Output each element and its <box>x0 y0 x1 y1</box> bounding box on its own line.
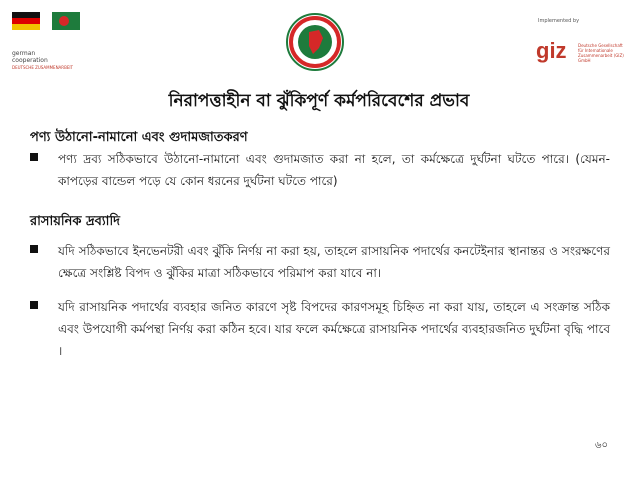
square-bullet-icon <box>30 153 38 161</box>
german-cooperation-logo <box>12 12 82 70</box>
german-cooperation-text <box>12 50 73 71</box>
bullet-item-chemical-hazards <box>30 296 610 362</box>
giz-desc-line3: Zusammenarbeit (GIZ) GmbH <box>578 53 624 63</box>
giz-desc-line2: für Internationale <box>578 48 613 53</box>
bullet-text: যদি রাসায়নিক পদার্থের ব্যবহার জনিত কারণে সৃষ্ট বিপদের কারণসমূহ চিহ্নিত না করা যায়, তাহলে এ সংক্রান্ত সঠিক এবং উপযোগী কর্মপন্থা নির্ণয় করা কঠিন হবে। যার ফলে কর্মক্ষেত্রে রাসায়নিক পদার্থের ব্যবহারজনিত দুর্ঘটনা বৃদ্ধি পাবে । <box>58 300 610 358</box>
header <box>0 0 638 80</box>
logo-line-cooperation: cooperation <box>12 57 48 64</box>
implemented-by-label: Implemented by <box>538 18 580 24</box>
bullet-text: পণ্য দ্রব্য সঠিকভাবে উঠানো-নামানো এবং গুদামজাত করা না হলে, তা কর্মক্ষেত্রে দুর্ঘটনা ঘটতে পারে। (যেমন- কাপড়ের বান্ডেল পড়ে যে কোন ধরনের দুর্ঘটনা ঘটতে পারে) <box>58 152 610 188</box>
giz-desc-line1: Deutsche Gesellschaft <box>578 43 623 48</box>
giz-wordmark: giz <box>536 38 567 63</box>
government-seal-icon <box>285 12 345 72</box>
giz-description <box>578 43 624 63</box>
bullet-item-goods-handling <box>30 148 610 192</box>
flags-icon <box>12 12 82 36</box>
giz-logo <box>526 12 626 72</box>
section-heading-chemicals: রাসায়নিক দ্রব্যাদি <box>30 214 120 229</box>
page-title: নিরাপত্তাহীন বা ঝুঁকিপূর্ণ কর্মপরিবেশের প্রভাব <box>168 91 470 111</box>
bullet-item-chemical-inventory <box>30 240 610 284</box>
bullet-text: যদি সঠিকভাবে ইনভেনটরী এবং ঝুঁকি নির্ণয় না করা হয়, তাহলে রাসায়নিক পদার্থের কনটেইনার স্থানান্তর ও সংরক্ষণের ক্ষেত্রে সংশ্লিষ্ট বিপদ ও ঝুঁকির মাত্রা সঠিকভাবে পরিমাপ করা যাবে না। <box>58 244 610 280</box>
logo-line-sub: DEUTSCHE ZUSAMMENARBEIT <box>12 65 73 70</box>
section-heading-goods-handling: পণ্য উঠানো-নামানো এবং গুদামজাতকরণ <box>30 130 248 145</box>
logo-line-german: german <box>12 50 36 57</box>
square-bullet-icon <box>30 301 38 309</box>
square-bullet-icon <box>30 245 38 253</box>
page-number: ৬০ <box>594 440 608 451</box>
